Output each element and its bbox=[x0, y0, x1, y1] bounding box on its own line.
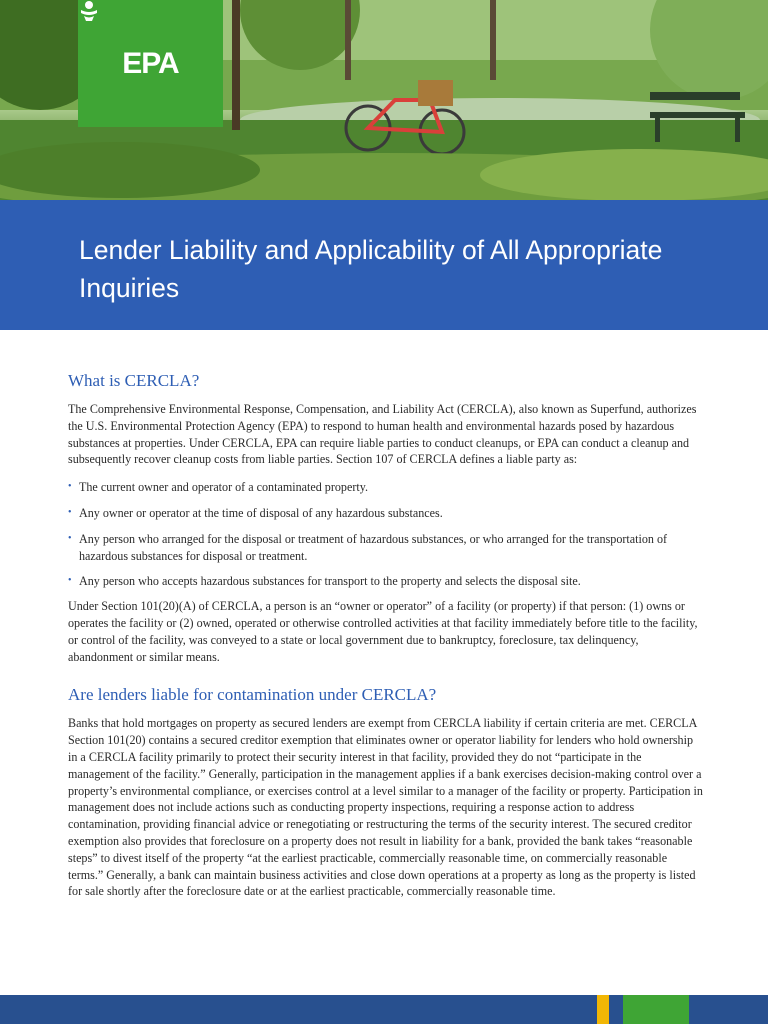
epa-flower-icon bbox=[78, 0, 100, 22]
section-heading-cercla: What is CERCLA? bbox=[68, 371, 200, 390]
liable-party-list bbox=[68, 479, 704, 590]
section-heading-lenders: Are lenders liable for contamination under CERCLA? bbox=[68, 685, 437, 705]
section1-intro-paragraph: The Comprehensive Environmental Response, Compensation, and Liability Act (CERCLA), also known as Superfund, authorizes the U.S. Environmental Protection Agency (EPA) to respond to human health and environmental hazards posed by hazardous substances at properties. Under CERCLA, EPA can require liable parties to conduct cleanups, or EPA can conduct a cleanup and subsequently recover cleanup costs from liable parties. Section 107 of CERCLA defines a liable party as: bbox=[68, 402, 697, 467]
list-item: • Any owner or operator at the time of disposal of any hazardous substances. bbox=[68, 505, 704, 522]
section1-closing-paragraph: Under Section 101(20)(A) of CERCLA, a person is an “owner or operator” of a facility (or property) if that person: (1) owns or operates the facility or (2) owned, operated or otherwise controlled activities at that facility immediately before title to the facility, or control of the facility, was conveyed to a state or local government due to bankruptcy, foreclosure, tax delinquency, abandonment or similar means. bbox=[68, 599, 698, 664]
epa-logo-box[interactable] bbox=[78, 0, 223, 127]
list-item: • The current owner and operator of a contaminated property. bbox=[68, 479, 704, 496]
epa-logo-text: EPA bbox=[122, 46, 179, 80]
main-content bbox=[68, 370, 704, 900]
title-band bbox=[0, 200, 768, 330]
footer-accent-yellow bbox=[597, 995, 609, 1024]
document-title: Lender Liability and Applicability of All Appropriate Inquiries bbox=[79, 235, 663, 303]
list-item: • Any person who arranged for the disposal or treatment of hazardous substances, or who arranged for the transportation of hazardous substances for disposal or treatment. bbox=[68, 531, 704, 565]
epa-logo bbox=[122, 47, 178, 81]
hero-photo bbox=[0, 0, 768, 200]
list-item: • Any person who accepts hazardous substances for transport to the property and selects the disposal site. bbox=[68, 573, 704, 590]
section2-body-paragraph: Banks that hold mortgages on property as secured lenders are exempt from CERCLA liability if certain criteria are met. CERCLA Section 101(20) contains a secured creditor exemption that eliminates owner or operator liability for lenders who hold ownership in a CERCLA facility primarily to protect their security interest in that facility, provided they do not “participate in the management of the facility.” Generally, participation in the management applies if a bank exercises decision-making control over a property’s environmental compliance, or exercises control at a level similar to a manager of the facility or property. Participation in management does not include actions such as conducting property inspections, requiring a response action to address contamination, providing financial advice or renegotiating or restructuring the terms of the security interest. The secured creditor exemption also provides that foreclosure on a property does not result in liability for a bank, provided the bank takes “reasonable steps” to divest itself of the property “at the earliest practicable, commercially reasonable time, on commercially reasonable terms.” Generally, a bank can maintain business activities and close down operations at a property as long as the property is listed for sale shortly after the foreclosure date or at the earliest practicable, commercially reasonable time. bbox=[68, 716, 703, 899]
footer-accent-green bbox=[623, 995, 689, 1024]
